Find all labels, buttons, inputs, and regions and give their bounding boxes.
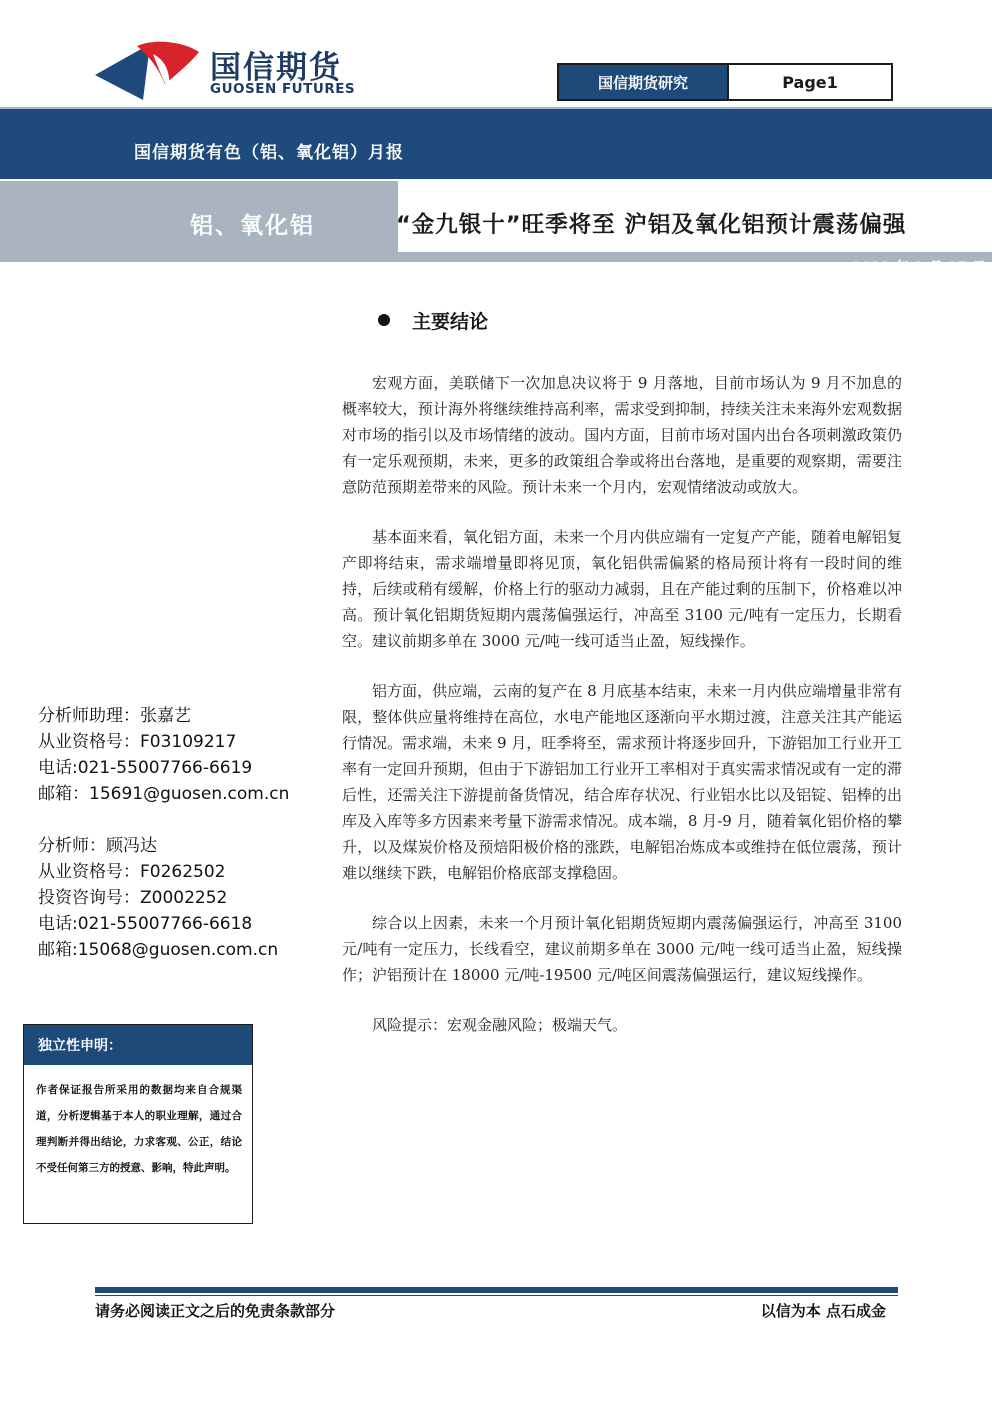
footer-disclaimer: 请务必阅读正文之后的免责条款部分 <box>95 1302 336 1320</box>
paragraph-macro: 宏观方面，美联储下一次加息决议将于 9 月落地，目前市场认为 9 月不加息的概率较大，预计海外将继续维持高利率，需求受到抑制，持续关注未来海外宏观数据对市场的指引以及市场情绪的波动。国内方面，目前市场对国内出台各项刺激政策仍有一定乐观预期，未来，更多的政策组合拳或将出台落地，是重要的观察期，需要注意防范预期差带来的风险。预计未来一个月内，宏观情绪波动或放大。 <box>342 374 902 496</box>
footer-rule <box>95 1287 898 1293</box>
assistant-cert: 从业资格号：F03109217 <box>38 732 237 752</box>
analyst-advisory: 投资咨询号：Z0002252 <box>38 888 228 908</box>
report-title: 国信期货有色（铝、氧化铝）月报 <box>134 143 404 163</box>
declaration-title: 独立性申明： <box>24 1025 252 1065</box>
assistant-phone: 电话:021-55007766-6619 <box>38 758 253 778</box>
paragraph-aluminum: 铝方面，供应端，云南的复产在 8 月底基本结束，未来一月内供应端增量非常有限，整体供应量将维持在高位，水电产能地区逐渐向平水期过渡，注意关注其产能运行情况。需求端，未来 9 月，旺季将至，需求预计将逐步回升，下游铝加工行业开工率有一定回升预期，但由于下游铝加工行业开工率相对于真实需求情况或有一定的滞后性，还需关注下游提前备货情况，结合库存状况、行业铝水比以及铝锭、铝棒的出库及入库等多方因素来考量下游需求情况。成本端，8 月-9 月，随着氧化铝价格的攀升，以及煤炭价格及预焙阳极价格的涨跌，电解铝冶炼成本或维持在低位震荡，预计难以继续下跌，电解铝价格底部支撑稳固。 <box>342 682 902 882</box>
declaration-box <box>23 1024 253 1224</box>
analyst-cert: 从业资格号：F0262502 <box>38 862 226 882</box>
header-badge <box>557 63 893 101</box>
report-category: 铝、氧化铝 <box>190 213 315 239</box>
analyst-email: 邮箱:15068@guosen.com.cn <box>38 940 279 960</box>
paragraph-alumina: 基本面来看，氧化铝方面，未来一个月内供应端有一定复产产能，随着电解铝复产即将结束，需求端增量即将见顶，氧化铝供需偏紧的格局预计将有一段时间的维持，后续或稍有缓解，价格上行的驱动力减弱，且在产能过剩的压制下，价格难以冲高。预计氧化铝期货短期内震荡偏强运行，冲高至 3100 元/吨有一定压力，长期看空。建议前期多单在 3000 元/吨一线可适当止盈，短线操作。 <box>342 528 902 650</box>
report-headline: “金九银十”旺季将至 沪铝及氧化铝预计震荡偏强 <box>396 212 907 238</box>
analyst-role: 分析师：顾冯达 <box>38 836 157 856</box>
bullet-icon <box>378 314 390 326</box>
section-body <box>342 370 902 1062</box>
header-page-label: Page1 <box>727 65 891 99</box>
assistant-email: 邮箱：15691@guosen.com.cn <box>38 784 290 804</box>
paragraph-risk: 风险提示：宏观金融风险；极端天气。 <box>372 1016 628 1034</box>
report-date: 2023 年 8 月 27 日 <box>851 260 986 276</box>
brand-name-cn: 国信期货 <box>210 50 342 86</box>
assistant-role: 分析师助理：张嘉艺 <box>38 706 191 726</box>
paragraph-summary: 综合以上因素，未来一个月预计氧化铝期货短期内震荡偏强运行，冲高至 3100 元/吨有一定压力，长线看空，建议前期多单在 3000 元/吨一线可适当止盈，短线操作；沪铝预计在 18000 元/吨-19500 元/吨区间震荡偏强运行，建议短线操作。 <box>342 914 902 984</box>
analyst-phone: 电话:021-55007766-6618 <box>38 914 253 934</box>
header-dept-label: 国信期货研究 <box>559 65 727 99</box>
guosen-logo-icon <box>95 40 205 102</box>
brand-name-en: GUOSEN FUTURES <box>210 81 356 97</box>
declaration-text: 作者保证报告所采用的数据均来自合规渠道，分析逻辑基于本人的职业理解，通过合理判断并得出结论，力求客观、公正，结论不受任何第三方的授意、影响，特此声明。 <box>36 1084 242 1174</box>
section-title: 主要结论 <box>412 311 489 333</box>
footer-rule-thin <box>95 1295 898 1296</box>
footer-slogan: 以信为本 点石成金 <box>760 1302 886 1320</box>
